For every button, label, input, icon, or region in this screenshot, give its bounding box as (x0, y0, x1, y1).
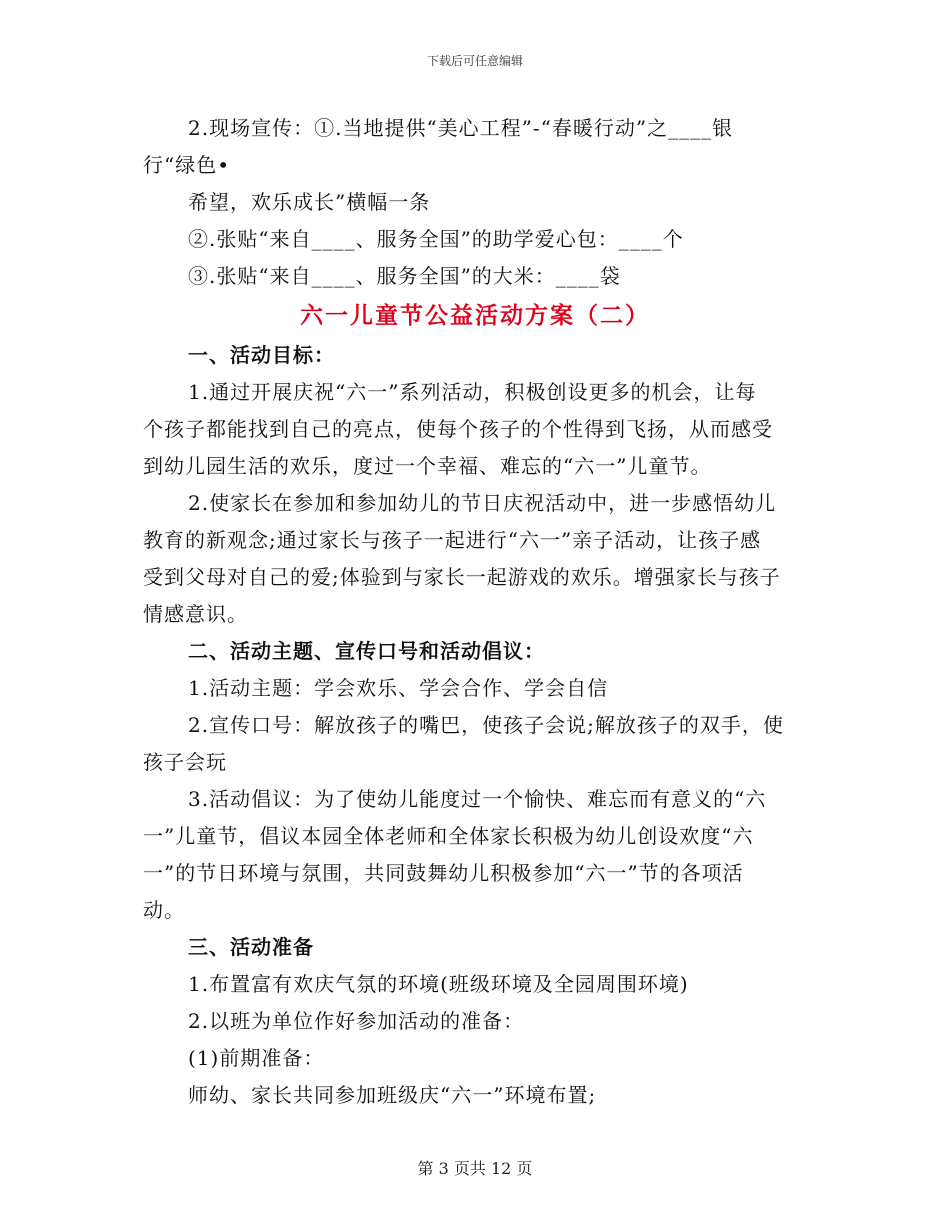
text-line: 个孩子都能找到自己的亮点，使每个孩子的个性得到飞扬，从而感受 (143, 417, 773, 441)
text-line: 一”儿童节，倡议本园全体老师和全体家长积极为幼儿创设欢度“六 (143, 824, 754, 848)
text-line: 2.使家长在参加和参加幼儿的节日庆祝活动中，进一步感悟幼儿 (188, 491, 777, 515)
text-line: 2.现场宣传：①.当地提供“美心工程”-“春暖行动”之____银 (188, 116, 734, 140)
text-line: 1.通过开展庆祝“六一”系列活动，积极创设更多的机会，让每 (188, 380, 757, 404)
text-line: 到幼儿园生活的欢乐，度过一个幸福、难忘的“六一”儿童节。 (143, 454, 712, 478)
section-title: 六一儿童节公益活动方案（二） (300, 303, 650, 329)
section-heading: 三、活动准备 (188, 935, 314, 959)
text-line: (1)前期准备： (188, 1046, 325, 1070)
text-line: 1.布置富有欢庆气氛的环境(班级环境及全园周围环境) (188, 972, 689, 996)
text-line: 动。 (143, 898, 185, 922)
text-line: ②.张贴“来自____、服务全国”的助学爱心包：____个 (188, 227, 684, 251)
text-line: 师幼、家长共同参加班级庆“六一”环境布置; (188, 1083, 597, 1107)
text-line: 教育的新观念;通过家长与孩子一起进行“六一”亲子活动，让孩子感 (143, 528, 762, 552)
text-line: 希望，欢乐成长”横幅一条 (188, 190, 431, 214)
text-line: 受到父母对自己的爱;体验到与家长一起游戏的欢乐。增强家长与孩子 (143, 565, 781, 589)
document-body (143, 110, 807, 1114)
text-line: 1.活动主题：学会欢乐、学会合作、学会自信 (188, 676, 609, 700)
text-line: 情感意识。 (143, 602, 248, 626)
page-header: 下载后可任意编辑 (426, 54, 523, 68)
text-line: 一”的节日环境与氛围，共同鼓舞幼儿积极参加“六一”节的各项活 (143, 861, 744, 885)
text-line: 孩子会玩 (143, 750, 227, 774)
text-line: ③.张贴“来自____、服务全国”的大米：____袋 (188, 264, 621, 288)
section-heading: 二、活动主题、宣传口号和活动倡议： (188, 639, 545, 663)
text-line: 行“绿色• (143, 153, 231, 177)
section-heading: 一、活动目标： (188, 343, 335, 367)
text-line: 2.宣传口号：解放孩子的嘴巴，使孩子会说;解放孩子的双手，使 (188, 713, 784, 737)
text-line: 3.活动倡议：为了使幼儿能度过一个愉快、难忘而有意义的“六 (188, 787, 767, 811)
text-line: 2.以班为单位作好参加活动的准备： (188, 1009, 525, 1033)
page-footer: 第 3 页共 12 页 (417, 1159, 533, 1178)
